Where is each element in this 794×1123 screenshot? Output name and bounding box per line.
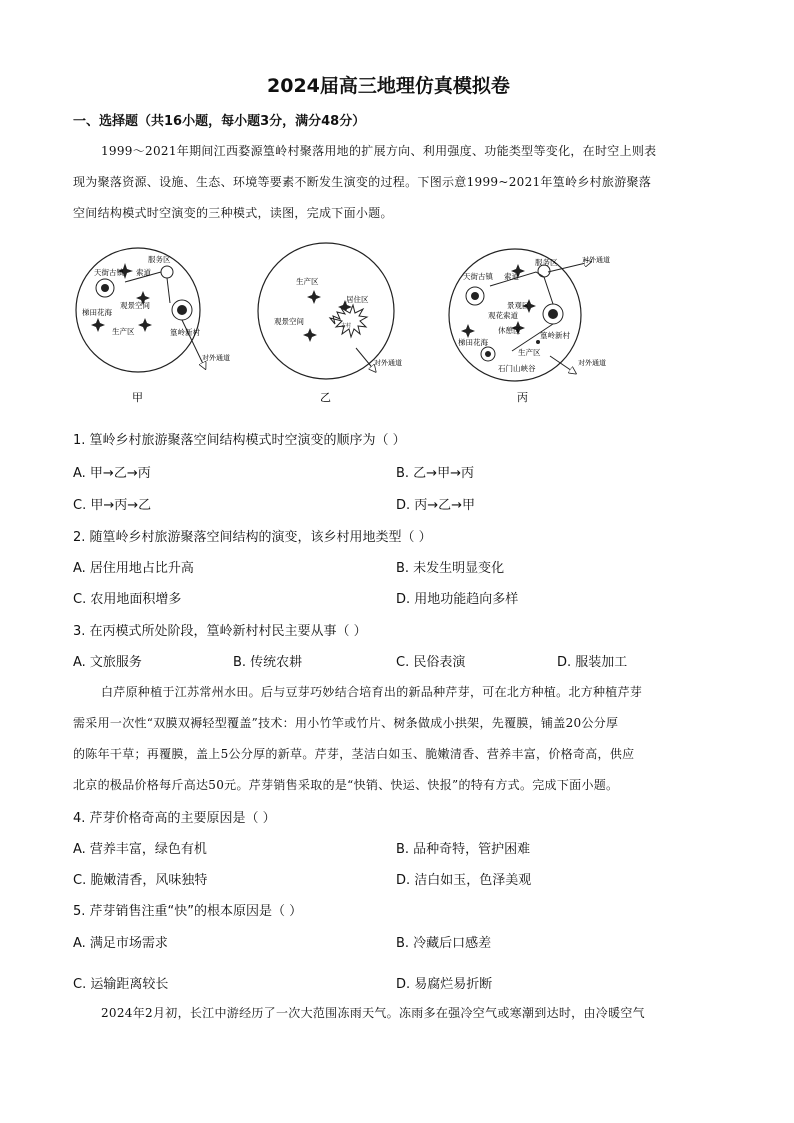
question-1-option-a[interactable]: A. 甲→乙→丙 (73, 466, 151, 481)
paragraph-line: 白芹原种植于江苏常州水田。后与豆芽巧妙结合培育出的新品种芹芽，可在北方种植。北方种植芹芽 (101, 685, 643, 699)
paragraph-line: 1999～2021年期间江西婺源篁岭村聚落用地的扩展方向、利用强度、功能类型等变化，在时空上则表 (101, 144, 657, 158)
page-title: 2024届高三地理仿真模拟卷 (267, 75, 510, 97)
label-waitong-bing: 对外通道 (578, 359, 606, 367)
question-1-option-c[interactable]: C. 甲→丙→乙 (73, 498, 152, 513)
question-2-option-b[interactable]: B. 未发生明显变化 (396, 561, 505, 576)
question-1-option-d[interactable]: D. 丙→乙→甲 (396, 498, 476, 513)
label-xincun-bing: 篁岭新村 (540, 331, 570, 340)
paragraph-line: 需采用一次性“双膜双褥轻型覆盖”技术：用小竹竿或竹片、树条做成小拱架，先覆膜，铺盖20公分厚 (73, 716, 619, 730)
label-shimen: 石门山峡谷 (498, 364, 536, 373)
label-shengchan-bing: 生产区 (518, 348, 541, 357)
paragraph-line: 2024年2月初，长江中游经历了一次大范围冻雨天气。冻雨多在强冷空气或寒潮到达时，由冷暖空气 (101, 1006, 645, 1020)
label-tianjie: 天街古镇 (94, 268, 124, 277)
question-2-stem: 2. 随篁岭乡村旅游聚落空间结构的演变，该乡村用地类型（ ） (73, 530, 432, 545)
paragraph-line: 现为聚落资源、设施、生态、环境等要素不断发生演变的过程。下图示意1999~2021年篁岭乡村旅游聚落 (73, 175, 652, 189)
question-2-option-a[interactable]: A. 居住用地占比升高 (73, 561, 194, 576)
question-3-option-d[interactable]: D. 服装加工 (557, 655, 628, 670)
question-2-option-c[interactable]: C. 农用地面积增多 (73, 592, 182, 607)
question-1-option-b[interactable]: B. 乙→甲→丙 (396, 466, 474, 481)
label-waitong: 对外通道 (202, 354, 230, 362)
label-suodao-bing: 索道 (504, 272, 519, 281)
label-xincun: 篁岭新村 (170, 328, 200, 337)
label-guanjing: 观景空间 (120, 301, 150, 310)
question-5-option-a[interactable]: A. 满足市场需求 (73, 936, 168, 951)
label-jingguan: 景观区 (507, 301, 530, 310)
label-titian-bing: 梯田花海 (458, 338, 488, 347)
question-5-option-b[interactable]: B. 冷藏后口感差 (396, 936, 492, 951)
question-4-option-c[interactable]: C. 脆嫩清香，风味独特 (73, 873, 208, 888)
question-4-option-a[interactable]: A. 营养丰富，绿色有机 (73, 842, 207, 857)
label-suodao: 索道 (136, 268, 151, 277)
question-3-option-c[interactable]: C. 民俗表演 (396, 655, 466, 670)
question-2-option-d[interactable]: D. 用地功能趋向多样 (396, 592, 519, 607)
question-5-stem: 5. 芹芽销售注重“快”的根本原因是（ ） (73, 904, 303, 919)
label-guanjing-yi: 观景空间 (274, 317, 304, 326)
label-juzhu: 居住区 (346, 295, 369, 304)
question-4-stem: 4. 芹芽价格奇高的主要原因是（ ） (73, 811, 276, 826)
question-4-option-b[interactable]: B. 品种奇特，管护困难 (396, 842, 531, 857)
label-shengchan-yi: 生产区 (296, 277, 319, 286)
paragraph-line: 北京的极品价格每斤高达50元。芹芽销售采取的是“快销、快运、快报”的特有方式。完成下面小题。 (73, 778, 619, 792)
label-guanhua: 观花索道 (488, 311, 518, 320)
label-waitong-bing-top: 对外通道 (582, 256, 610, 264)
label-xiuxian: 休憩区 (498, 326, 521, 335)
label-waitong-yi: 对外通道 (374, 359, 402, 367)
panel-bing (449, 249, 610, 404)
paragraph-line: 的陈年干草；再覆膜，盖上5公分厚的新草。芹芽，茎洁白如玉、脆嫩清香、营养丰富，价格奇高，供应 (73, 747, 635, 761)
paragraph-line: 空间结构模式时空演变的三种模式，读图，完成下面小题。 (73, 206, 393, 220)
question-5-option-c[interactable]: C. 运输距离较长 (73, 977, 169, 992)
question-4-option-d[interactable]: D. 洁白如玉，色泽美观 (396, 873, 532, 888)
settlement-structure-figure (70, 238, 630, 408)
label-service: 服务区 (148, 255, 171, 264)
question-3-stem: 3. 在丙模式所处阶段，篁岭新村村民主要从事（ ） (73, 624, 367, 639)
label-shengchan: 生产区 (112, 327, 135, 336)
question-3-option-b[interactable]: B. 传统农耕 (233, 655, 303, 670)
label-titian: 梯田花海 (82, 308, 112, 317)
label-service-bing: 服务区 (535, 258, 558, 267)
caption-yi: 乙 (320, 391, 331, 404)
question-5-option-d[interactable]: D. 易腐烂易折断 (396, 977, 493, 992)
caption-bing: 丙 (517, 391, 528, 404)
question-1-stem: 1. 篁岭乡村旅游聚落空间结构模式时空演变的顺序为（ ） (73, 433, 406, 448)
panel-yi (258, 243, 402, 404)
caption-jia: 甲 (132, 391, 143, 404)
question-3-option-a[interactable]: A. 文旅服务 (73, 655, 142, 670)
section-heading: 一、选择题（共16小题，每小题3分，满分48分） (73, 114, 366, 129)
label-guancun: 古村 (341, 323, 352, 329)
label-tianjie-bing: 天街古镇 (463, 272, 493, 281)
panel-jia (76, 248, 230, 404)
